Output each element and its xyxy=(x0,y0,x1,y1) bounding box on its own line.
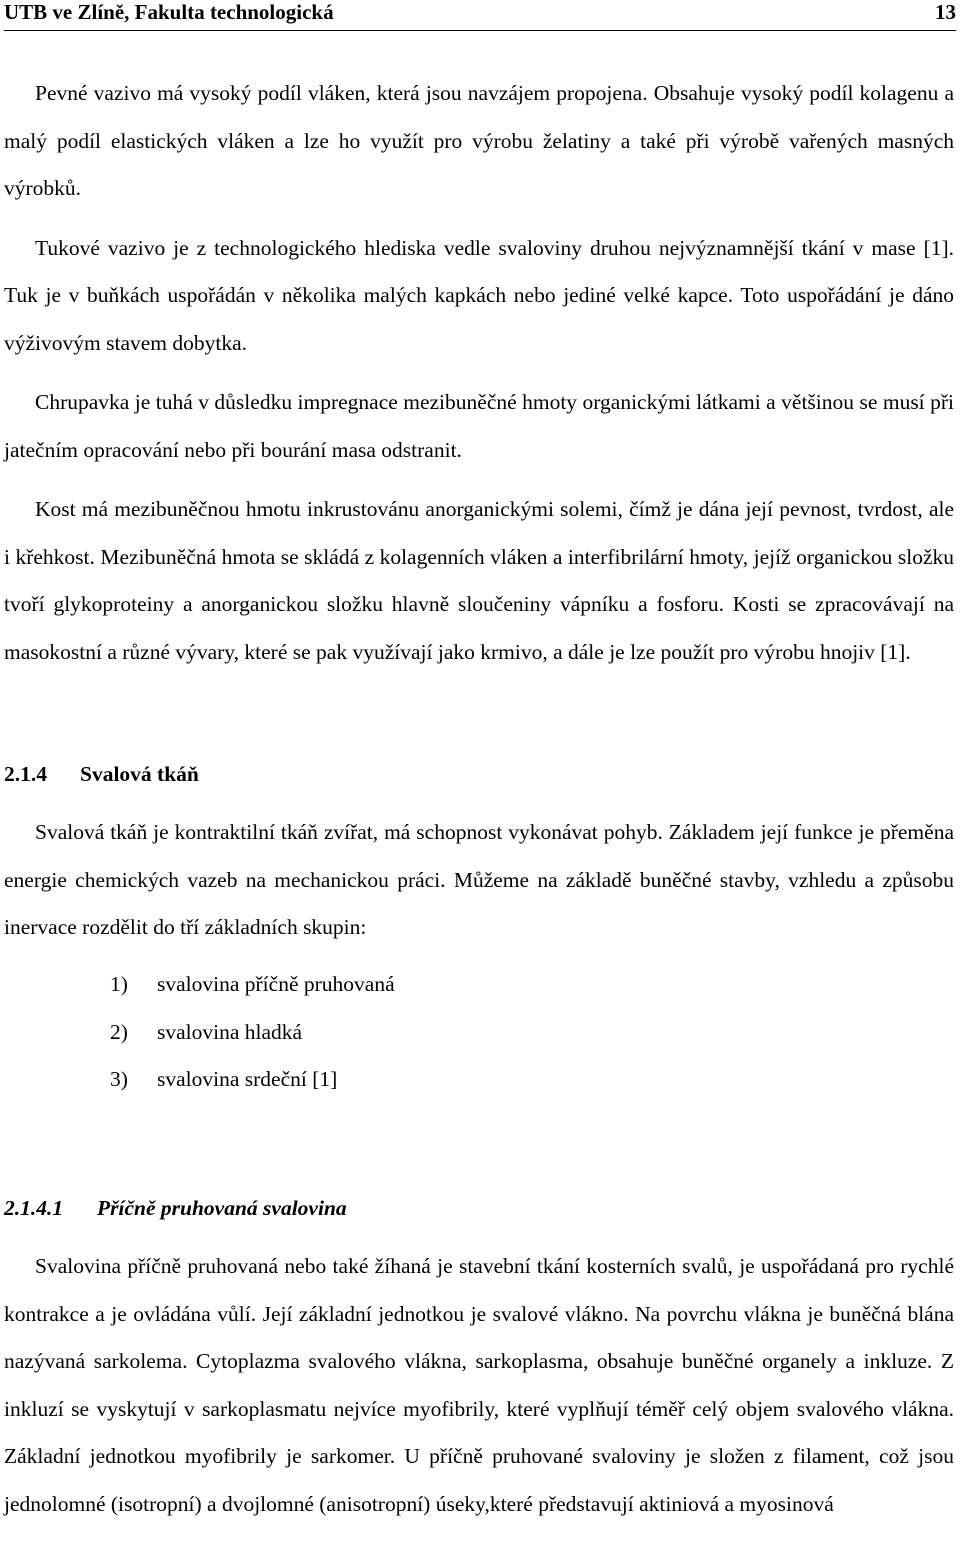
paragraph-pricne-pruhovana: Svalovina příčně pruhovaná nebo také žíhaná je stavební tkání kosterních svalů, je uspořádaná pro rychlé kontrakce a je ovládána vůlí. Její základní jednotkou je svalové vlákno. Na povrchu vlákna je buněčná blána nazývaná sarkolema. Cytoplazma svalového vlákna, sarkoplasma, obsahuje buněčné organely a inkluze. Z inkluzí se vyskytují v sarkoplasmatu nejvíce myofibrily, které vyplňují téměř celý objem svalového vlákna. Základní jednotkou myofibrily je sarkomer. U příčně pruhované svaloviny je složen z filament, což jsou jednolomné (isotropní) a dvojlomné (anisotropní) úseky,které představují aktiniová a myosinová xyxy=(4,1254,954,1516)
list-mark: 1) xyxy=(110,972,128,996)
list-mark: 3) xyxy=(110,1067,128,1091)
section-heading xyxy=(4,759,199,789)
section-number: 2.1.4 xyxy=(4,762,47,786)
subsection-heading xyxy=(4,1193,347,1223)
list-item xyxy=(110,1009,395,1057)
subsection-number: 2.1.4.1 xyxy=(4,1196,64,1220)
list-item xyxy=(110,961,395,1009)
page-number: 13 xyxy=(935,0,956,24)
body-text-section xyxy=(4,809,954,952)
subsection-title: Příčně pruhovaná svalovina xyxy=(97,1196,347,1220)
running-header xyxy=(4,0,956,31)
paragraph-kost: Kost má mezibuněčnou hmotu inkrustovánu anorganickými solemi, čímž je dána její pevnost, tvrdost, ale i křehkost. Mezibuněčná hmota se skládá z kolagenních vláken a interfibrilární hmoty, jejíž organickou složku tvoří glykoproteiny a anorganickou složku hlavně sloučeniny vápníku a fosforu. Kosti se zpracovávají na masokostní a různé vývary, které se pak využívají jako krmivo, a dále je lze použít pro výrobu hnojiv [1]. xyxy=(4,497,954,664)
paragraph-chrupavka: Chrupavka je tuhá v důsledku impregnace mezibuněčné hmoty organickými látkami a většinou se musí při jatečním opracování nebo při bourání masa odstranit. xyxy=(4,390,954,462)
list-text: svalovina srdeční [1] xyxy=(157,1067,338,1091)
body-text-subsection xyxy=(4,1243,954,1528)
list-text: svalovina příčně pruhovaná xyxy=(157,972,395,996)
paragraph-pevne-vazivo: Pevné vazivo má vysoký podíl vláken, která jsou navzájem propojena. Obsahuje vysoký podíl kolagenu a malý podíl elastických vláken a lze ho využít pro výrobu želatiny a také při výrobě vařených masných výrobků. xyxy=(4,81,954,200)
paragraph-svalova-tkan: Svalová tkáň je kontraktilní tkáň zvířat, má schopnost vykonávat pohyb. Základem její funkce je přeměna energie chemických vazeb na mechanickou práci. Můžeme na základě buněčné stavby, vzhledu a způsobu inervace rozdělit do tří základních skupin: xyxy=(4,820,954,939)
section-title: Svalová tkáň xyxy=(80,762,199,786)
muscle-type-list xyxy=(110,961,395,1104)
list-text: svalovina hladká xyxy=(157,1019,303,1044)
list-mark: 2) xyxy=(110,1019,128,1044)
list-item xyxy=(110,1056,395,1104)
body-text-top xyxy=(4,70,954,676)
paragraph-tukove-vazivo: Tukové vazivo je z technologického hlediska vedle svaloviny druhou nejvýznamnější tkání v mase [1]. Tuk je v buňkách uspořádán v několika malých kapkách nebo jediné velké kapce. Toto uspořádání je dáno výživovým stavem dobytka. xyxy=(4,235,954,355)
header-title: UTB ve Zlíně, Fakulta technologická xyxy=(4,0,334,24)
